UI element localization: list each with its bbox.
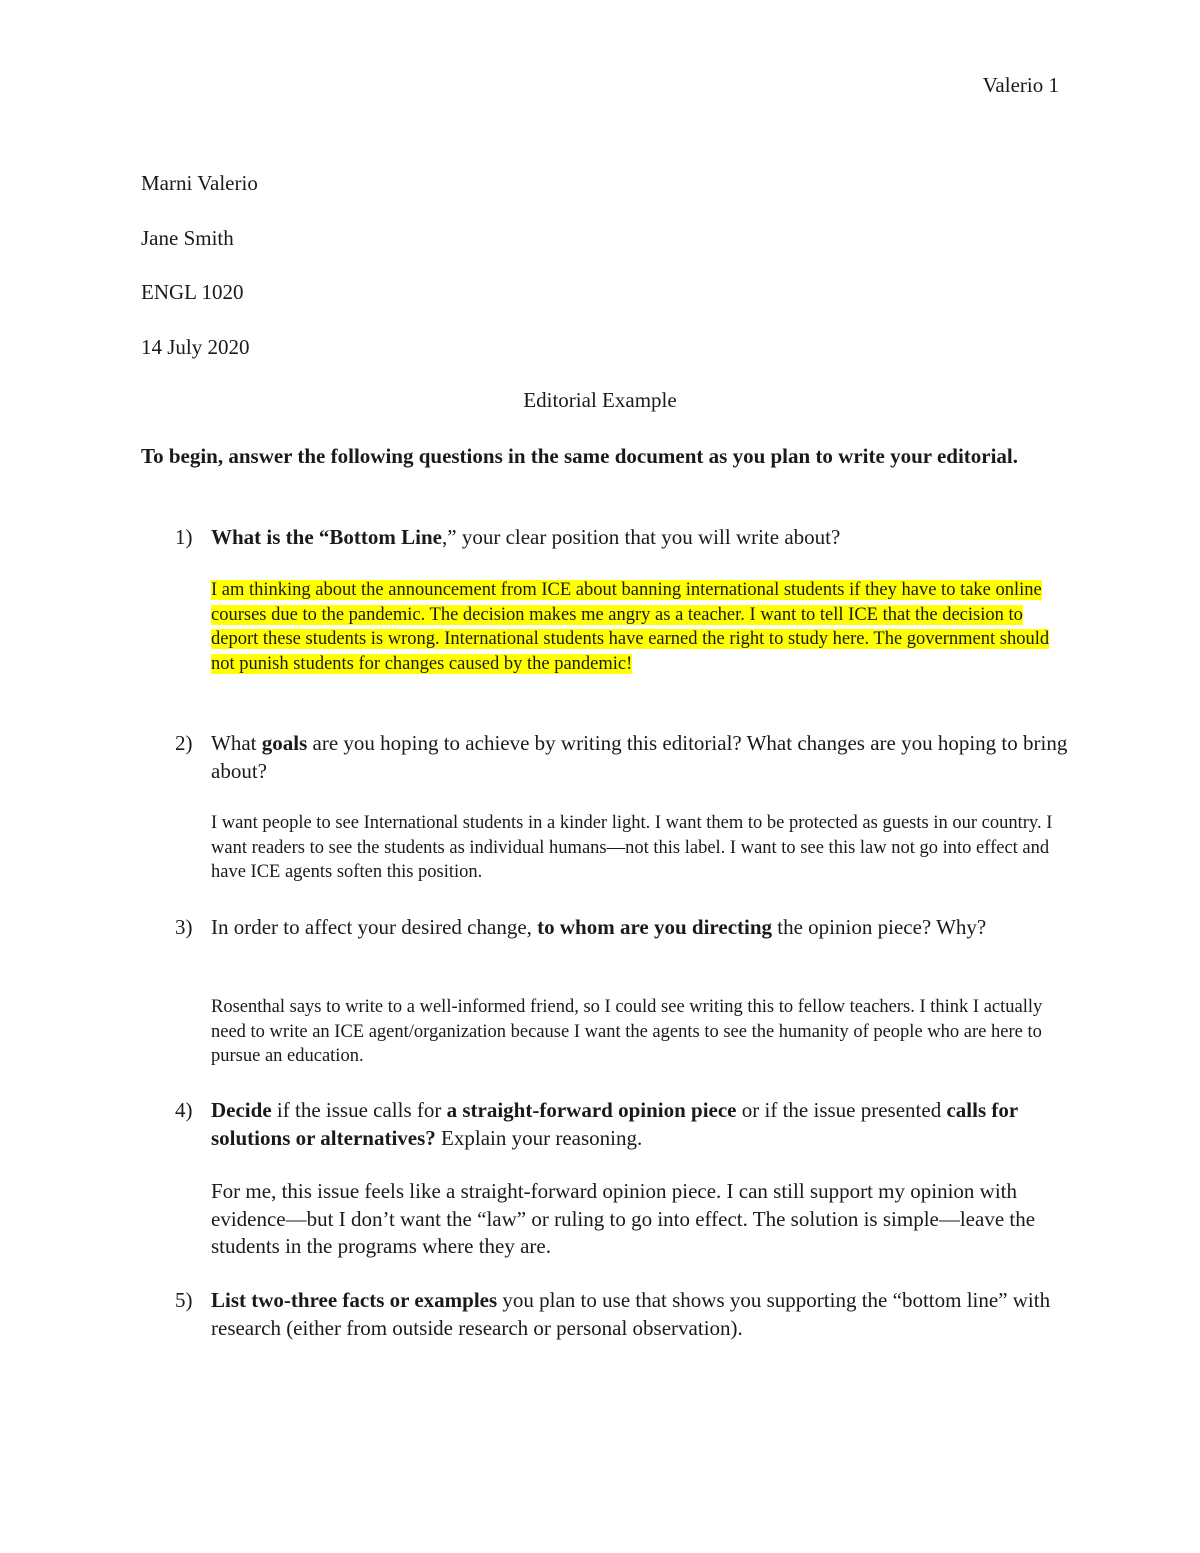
author-name: Marni Valerio: [141, 171, 258, 195]
question-text: In order to affect your desired change, to whom are you directing the opinion piece? Why?: [211, 915, 987, 939]
question-text: What is the “Bottom Line,” your clear position that you will write about?: [211, 525, 841, 549]
question-number: 1): [175, 525, 193, 549]
answer-2: I want people to see International students in a kinder light. I want them to be protected as guests in our country. I want readers to see the students as individual humans—not this label. I want to see this law not go into effect and have ICE agents soften this position.: [211, 813, 1053, 883]
question-number: 2): [175, 731, 193, 755]
answer-4: For me, this issue feels like a straight-forward opinion piece. I can still support my opinion with evidence—but I don’t want the “law” or ruling to go into effect. The solution is simple—leave the students in the programs where they are.: [211, 1179, 1036, 1258]
highlighted-answer-text: I am thinking about the announcement from ICE about banning international students if they have to take online courses due to the pandemic. The decision makes me angry as a teacher. I want to tell ICE that the decision to deport these students is wrong. International students have earned the right to study here. The government should not punish students for changes caused by the pandemic!: [211, 580, 1050, 675]
intro-instructions: To begin, answer the following questions in the same document as you plan to write your editorial.: [141, 444, 1019, 468]
question-text: What goals are you hoping to achieve by writing this editorial? What changes are you hoping to bring about?: [211, 731, 1068, 783]
document-title: Editorial Example: [523, 388, 677, 412]
instructor-name: Jane Smith: [141, 226, 234, 250]
page-number: Valerio 1: [982, 73, 1059, 97]
question-text: List two-three facts or examples you plan to use that shows you supporting the “bottom line” with research (either from outside research or personal observation).: [211, 1288, 1051, 1340]
question-number: 3): [175, 915, 193, 939]
question-number: 5): [175, 1288, 193, 1312]
date: 14 July 2020: [141, 335, 250, 359]
course-name: ENGL 1020: [141, 280, 244, 304]
answer-1: [211, 578, 1071, 677]
question-number: 4): [175, 1098, 193, 1122]
answer-3: Rosenthal says to write to a well-informed friend, so I could see writing this to fellow teachers. I think I actually need to write an ICE agent/organization because I want the agents to see the humanity of people who are here to pursue an education.: [211, 997, 1043, 1067]
question-text: Decide if the issue calls for a straight-forward opinion piece or if the issue presented calls for solutions or alternatives? Explain your reasoning.: [211, 1098, 1018, 1150]
